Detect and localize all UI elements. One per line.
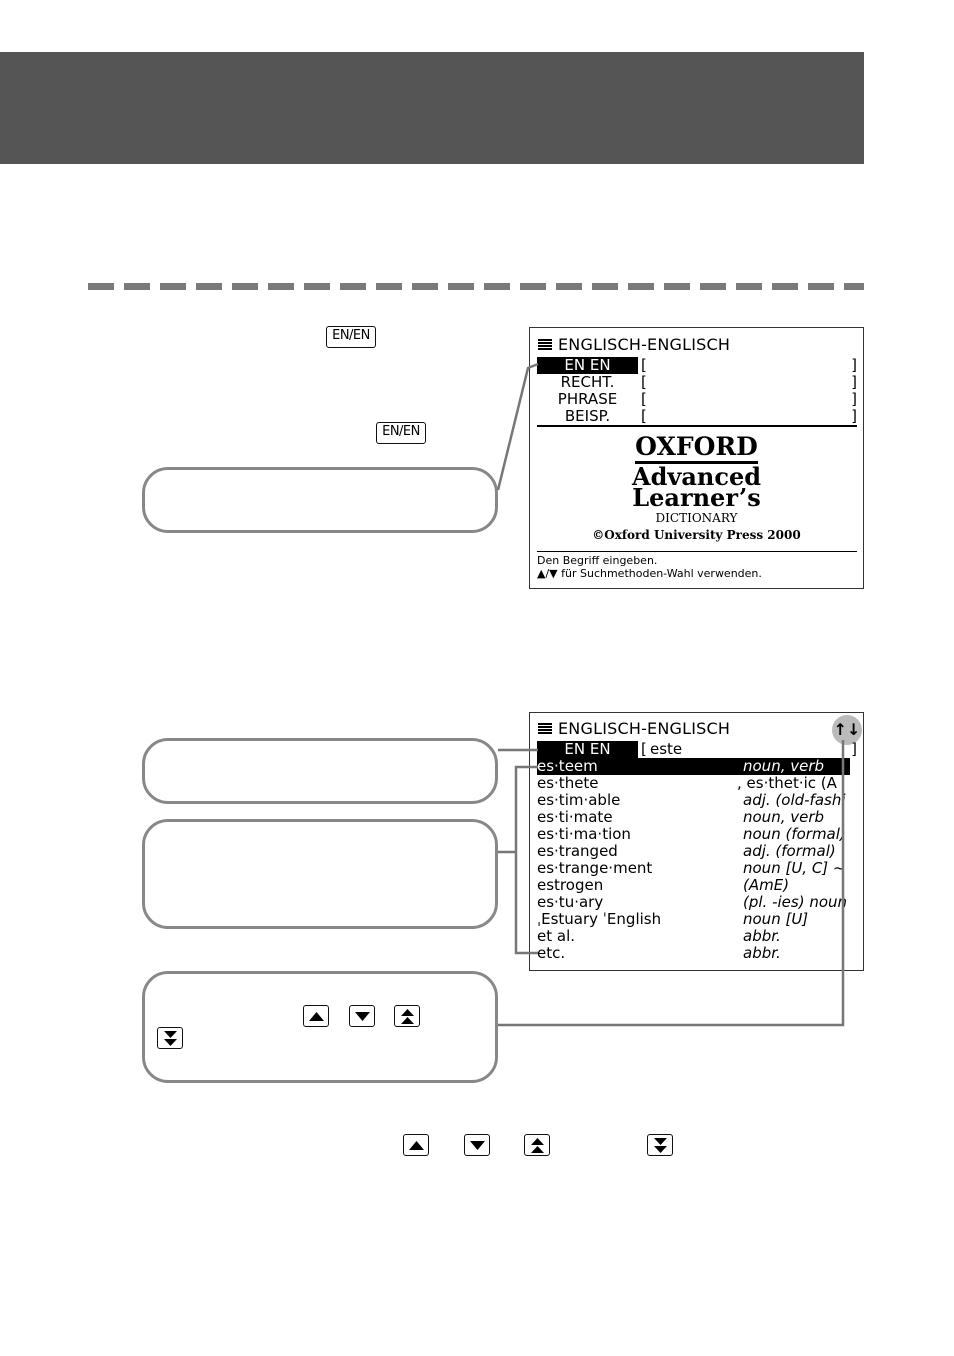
menu-item-en-en[interactable]: EN EN [ ] <box>537 357 857 374</box>
callout-entry-list <box>142 819 498 929</box>
list-item[interactable]: es·thete , es·thet·ic (A <box>537 774 837 792</box>
oxford-logo: OXFORD <box>530 433 863 461</box>
en-en-key-icon: EN/EN <box>326 326 376 348</box>
list-item[interactable]: estrogen (AmE) <box>537 876 790 894</box>
hint-text-1: Den Begriff eingeben. <box>537 554 658 567</box>
menu-item-beisp[interactable]: BEISP. [ ] <box>564 407 857 425</box>
list-item[interactable]: etc. abbr. <box>537 944 781 962</box>
divider <box>537 551 857 552</box>
mode-label: EN EN <box>537 741 638 758</box>
copyright: ©Oxford University Press 2000 <box>592 528 801 542</box>
logo-learners: Learner’s <box>632 483 761 512</box>
menu-item-phrase[interactable]: PHRASE [ ] <box>557 390 857 408</box>
page-down-key-icon <box>157 1027 183 1049</box>
down-arrow-key-icon <box>464 1134 490 1156</box>
callout-input-field <box>142 738 498 804</box>
logo-advanced: Advanced <box>631 462 761 491</box>
page-up-key-icon <box>524 1134 550 1156</box>
list-item[interactable]: es·tranged adj. (formal) <box>537 842 836 860</box>
search-input[interactable]: este <box>650 740 683 758</box>
dictionary-search-screen <box>529 712 864 971</box>
up-arrow-key-icon <box>403 1134 429 1156</box>
list-item[interactable]: es·ti·mate noun, verb <box>537 808 825 826</box>
menu-item-recht[interactable]: RECHT. [ ] <box>560 373 857 391</box>
list-item[interactable]: es·tu·ary (pl. -ies) noun <box>537 893 848 911</box>
list-item[interactable]: es·tim·able adj. (old-fashi <box>537 791 846 809</box>
up-arrow-key-icon <box>303 1005 329 1027</box>
header-band <box>0 52 864 164</box>
book-icon <box>538 723 552 735</box>
en-en-key-icon: EN/EN <box>376 422 426 444</box>
dictionary-start-screen <box>529 327 864 589</box>
book-icon <box>538 339 552 351</box>
screen-title: ENGLISCH-ENGLISCH <box>538 719 730 739</box>
scroll-indicator-icon: ↑↓ <box>832 715 862 745</box>
list-item[interactable]: et al. abbr. <box>537 927 781 945</box>
down-arrow-key-icon <box>349 1005 375 1027</box>
dashed-divider <box>88 283 864 290</box>
page-up-key-icon <box>394 1005 420 1027</box>
callout-search-mode <box>142 467 498 533</box>
search-input-row[interactable]: EN EN [ este ] <box>537 741 857 758</box>
divider <box>537 425 857 427</box>
screen-title: ENGLISCH-ENGLISCH <box>538 335 730 355</box>
page-down-key-icon <box>647 1134 673 1156</box>
logo-dictionary: DICTIONARY <box>655 511 738 525</box>
list-item[interactable]: es·ti·ma·tion noun (formal) <box>537 825 846 843</box>
list-item[interactable]: es·trange·ment noun [U, C] ~ <box>537 859 846 877</box>
hint-text-2: ▲/▼ für Suchmethoden-Wahl verwenden. <box>537 567 762 580</box>
list-item[interactable]: es·teem noun, verb <box>537 758 850 775</box>
list-item[interactable]: ˌEstuary ˈEnglish noun [U] <box>537 910 809 928</box>
